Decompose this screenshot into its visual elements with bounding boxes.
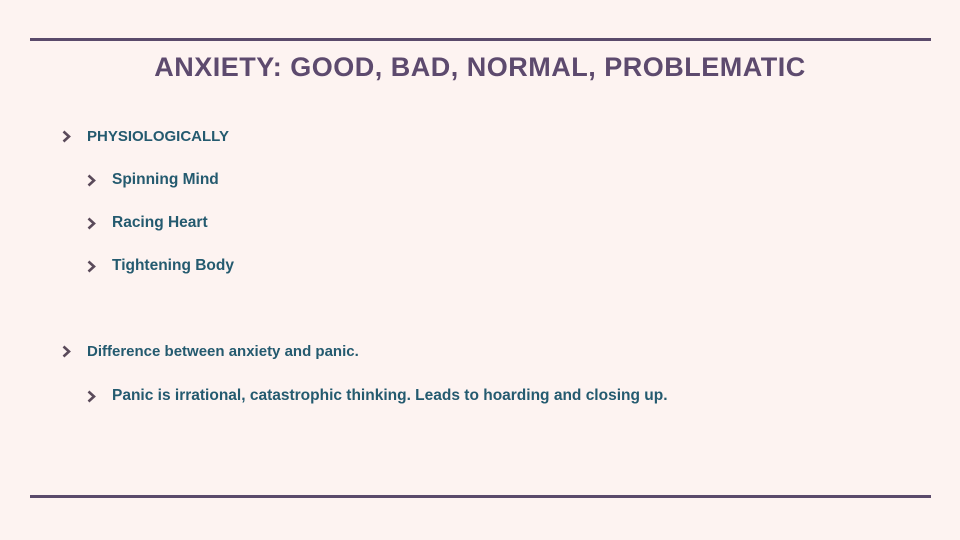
bullet-label: Difference between anxiety and panic. bbox=[87, 343, 359, 360]
bullet-difference bbox=[62, 343, 359, 360]
bullet-physiologically bbox=[62, 128, 229, 145]
bottom-divider bbox=[30, 495, 931, 498]
chevron-right-icon bbox=[87, 260, 96, 273]
bullet-label: Spinning Mind bbox=[112, 171, 219, 188]
chevron-right-icon bbox=[62, 130, 71, 143]
chevron-right-icon bbox=[87, 390, 96, 403]
top-divider bbox=[30, 38, 931, 41]
bullet-label: Tightening Body bbox=[112, 257, 234, 274]
chevron-right-icon bbox=[87, 174, 96, 187]
slide-title: ANXIETY: GOOD, BAD, NORMAL, PROBLEMATIC bbox=[154, 52, 806, 82]
sub-bullet-racing-heart bbox=[87, 214, 208, 232]
bullet-label: PHYSIOLOGICALLY bbox=[87, 128, 229, 145]
sub-bullet-tightening-body bbox=[87, 257, 234, 275]
chevron-right-icon bbox=[62, 345, 71, 358]
chevron-right-icon bbox=[87, 217, 96, 230]
bullet-label: Racing Heart bbox=[112, 214, 208, 231]
sub-bullet-panic bbox=[87, 387, 668, 405]
sub-bullet-spinning-mind bbox=[87, 171, 219, 189]
bullet-label: Panic is irrational, catastrophic thinking. Leads to hoarding and closing up. bbox=[112, 387, 668, 404]
